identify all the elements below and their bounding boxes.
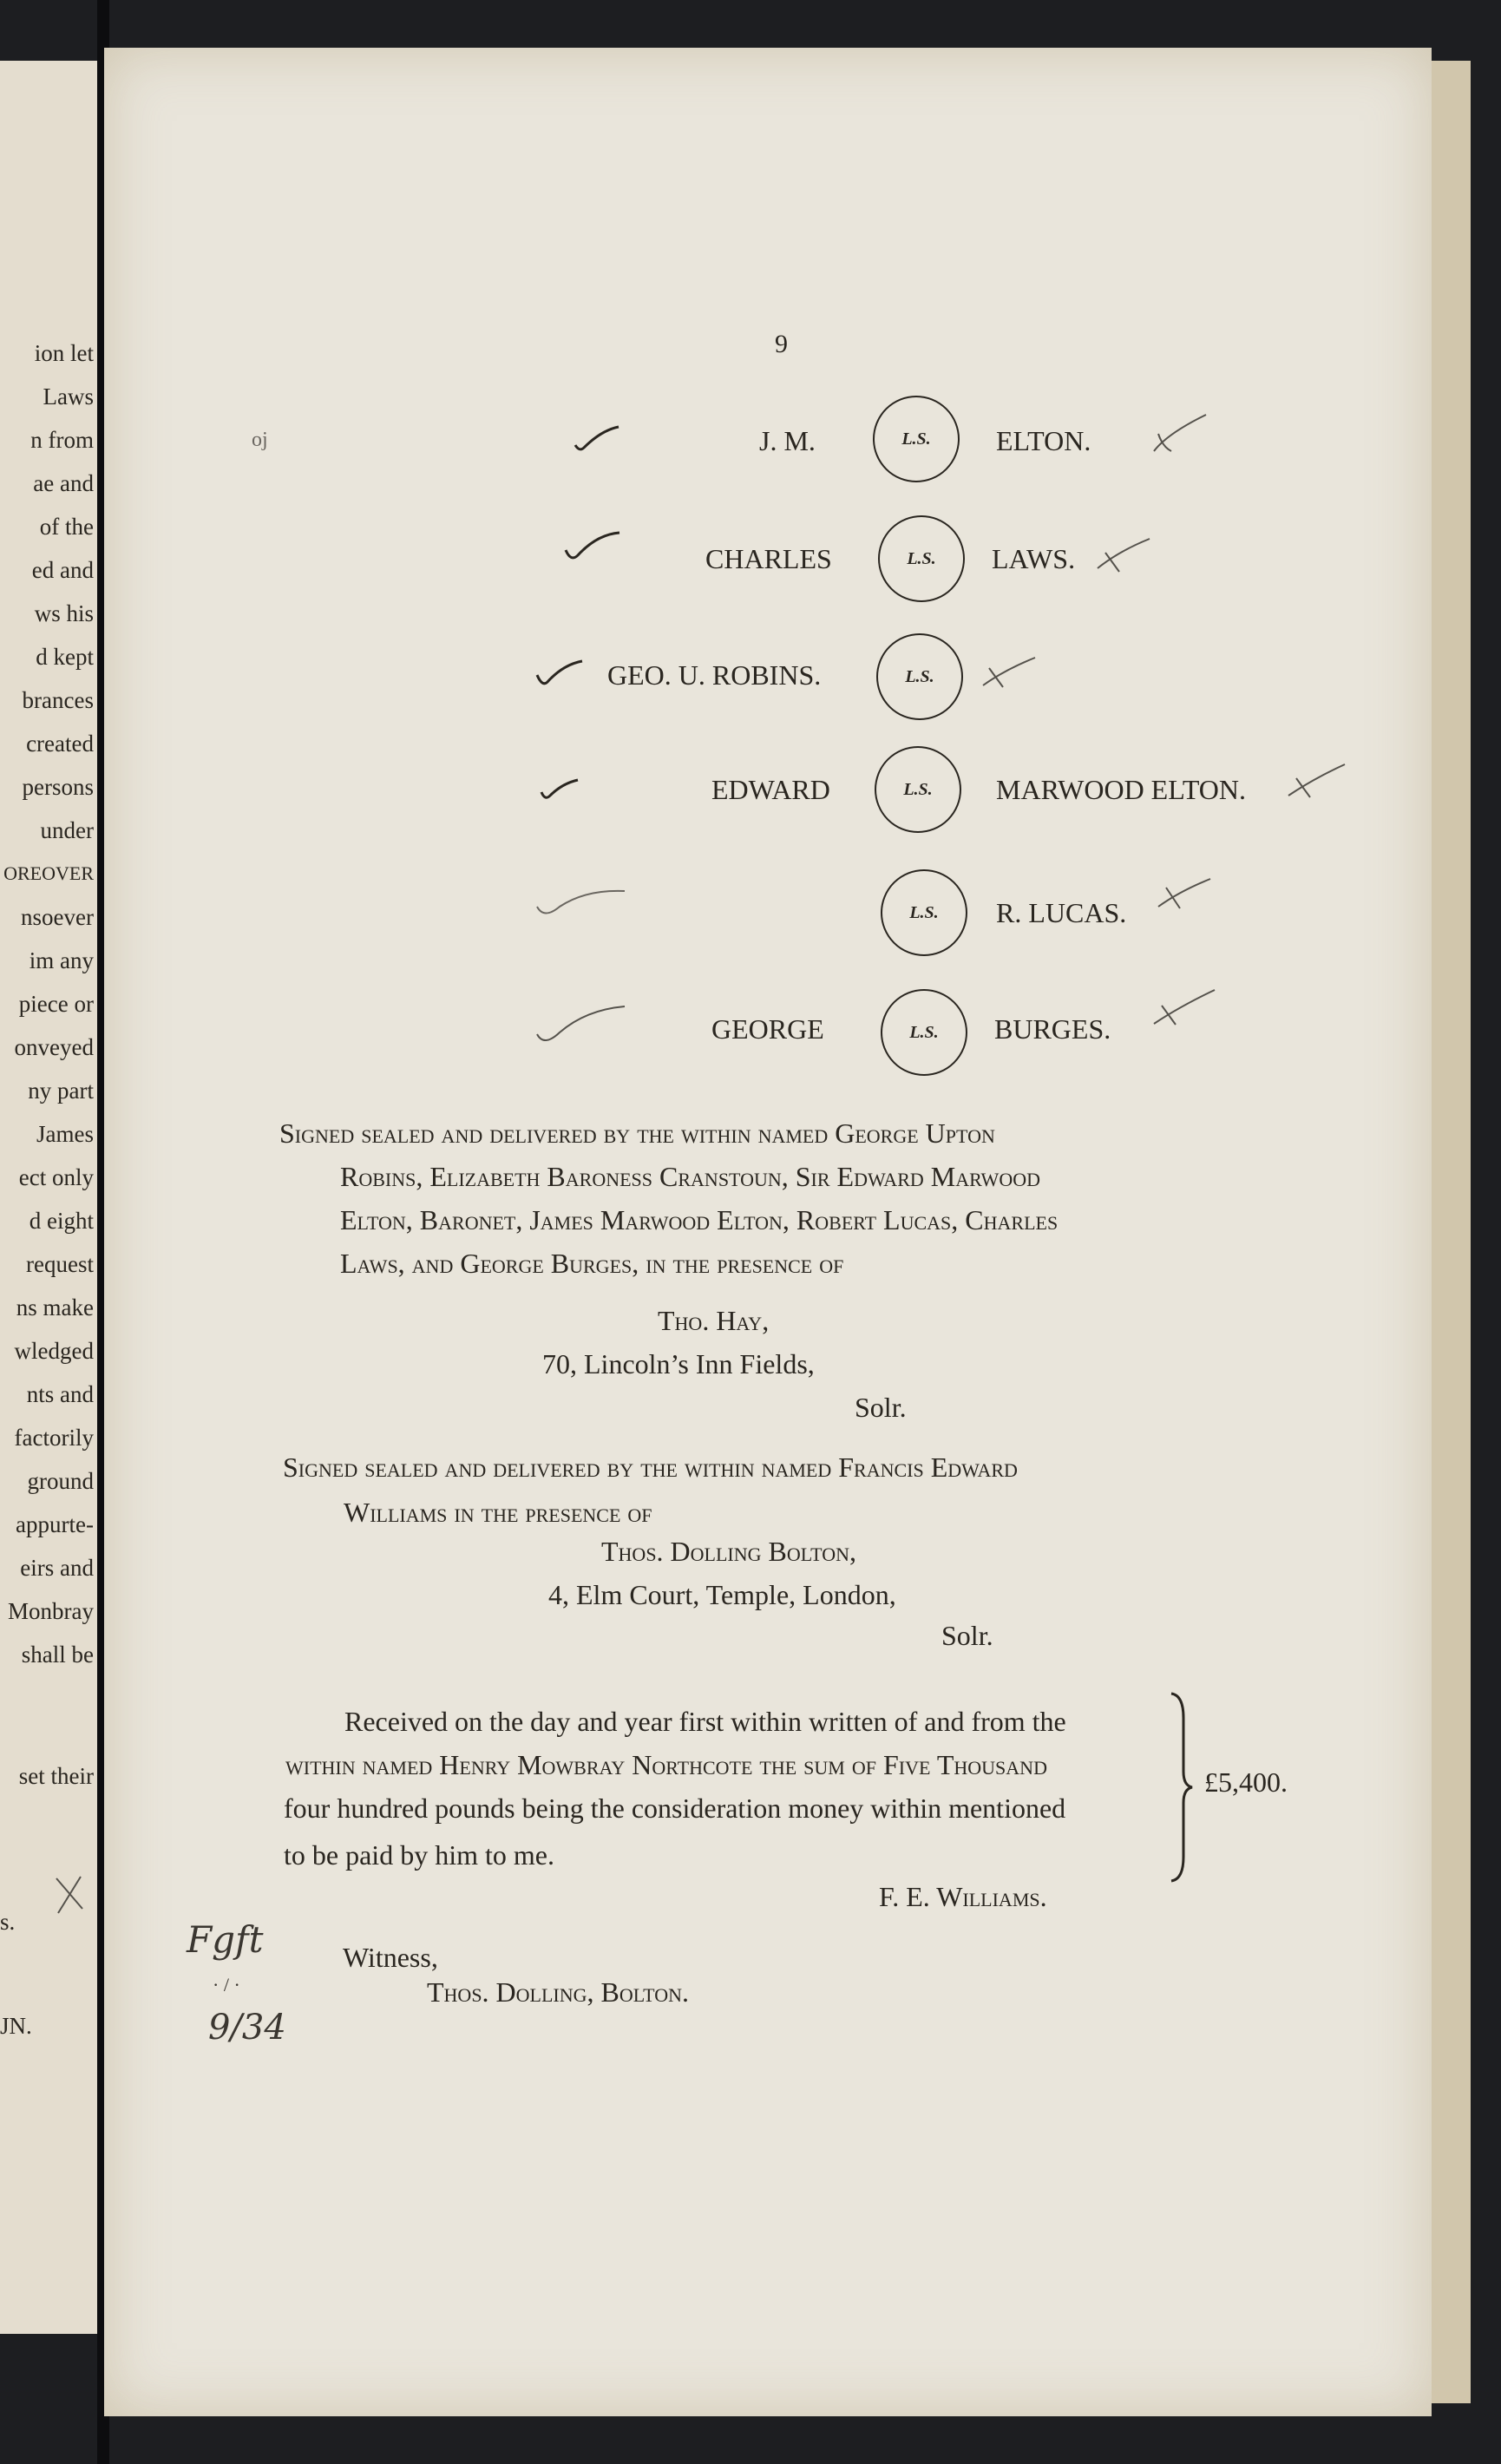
seal-label: L.S. (909, 902, 939, 922)
left-page-text: Monbray (8, 1598, 94, 1624)
left-page-text: factorily (14, 1425, 94, 1451)
left-page-text: of the (39, 514, 94, 540)
left-page-text: shall be (21, 1642, 94, 1668)
receipt-signature: F. E. Williams. (879, 1881, 1047, 1912)
left-page-text: piece or (18, 991, 94, 1017)
pencil-tick-mark (534, 881, 629, 924)
signatory-first-name: CHARLES (705, 543, 832, 574)
left-page-text: ns make (16, 1294, 94, 1320)
pencil-tick-mark (562, 528, 623, 567)
attestation-text: Signed sealed and delivered by the within named Francis Edward (283, 1452, 1018, 1483)
svg-text:Fgft: Fgft (187, 1918, 264, 1961)
receipt-text: Received on the day and year first within written of and from the (344, 1706, 1066, 1737)
signatory-surname: MARWOOD ELTON. (996, 774, 1247, 805)
svg-text:· / ·: · / · (213, 1974, 240, 1995)
seal-circle (873, 396, 960, 482)
pencil-tick-mark (534, 658, 586, 692)
witness-name: Thos. Dolling Bolton, (601, 1536, 856, 1567)
seal-label: L.S. (907, 548, 936, 568)
witness-address: 4, Elm Court, Temple, London, (548, 1579, 896, 1610)
left-page-text: ny part (28, 1078, 94, 1104)
attestation-text: Robins, Elizabeth Baroness Cranstoun, Sir Edward Marwood (340, 1161, 1040, 1192)
left-page-text: persons (22, 774, 94, 800)
left-facing-page (0, 61, 102, 2334)
witness-label: Witness, (343, 1942, 438, 1973)
handwritten-note (182, 1904, 286, 2061)
left-page-text: d kept (36, 644, 94, 670)
left-page-text: im any (29, 947, 94, 973)
pencil-tick-mark (538, 777, 581, 803)
left-page-text: request (26, 1251, 94, 1277)
left-page-text: eirs and (20, 1555, 94, 1581)
attestation-text: Signed sealed and delivered by the within named George Upton (279, 1117, 995, 1149)
left-page-text: appurte- (16, 1511, 94, 1537)
seal-circle (876, 633, 963, 720)
svg-text:9/34: 9/34 (208, 2008, 286, 2048)
seal-circle (881, 869, 967, 956)
pencil-cross-mark (979, 651, 1039, 694)
left-page-text: ae and (33, 470, 94, 496)
left-page-text: ground (27, 1468, 94, 1494)
receipt-text: to be paid by him to me. (284, 1839, 554, 1871)
pencil-cross-mark (1150, 985, 1219, 1032)
signatory-first-name: J. M. (759, 425, 816, 456)
witness-title: Solr. (855, 1392, 907, 1423)
pencil-cross-mark (1150, 408, 1210, 460)
left-page-text: OREOVER (3, 862, 94, 884)
seal-circle (875, 746, 961, 833)
attestation-text: Laws, and George Burges, in the presence of (340, 1248, 844, 1279)
witness-name: Thos. Dolling, Bolton. (427, 1976, 689, 2008)
signatory-first-name: EDWARD (711, 774, 830, 805)
pencil-tick-mark (534, 999, 629, 1052)
seal-label: L.S. (903, 779, 933, 799)
signatory-surname: R. LUCAS. (996, 897, 1127, 928)
receipt-amount: £5,400. (1204, 1766, 1288, 1798)
pencil-cross-mark (1154, 872, 1215, 915)
seal-label: L.S. (901, 429, 931, 449)
left-page-text: nts and (26, 1381, 94, 1407)
margin-note: oj (252, 429, 268, 451)
left-page-text: wledged (14, 1338, 94, 1364)
left-page-text: Laws (43, 383, 94, 410)
pencil-cross-mark (1284, 759, 1349, 803)
witness-name: Tho. Hay, (658, 1305, 770, 1336)
left-page-text: under (40, 817, 94, 843)
left-page-text: ed and (31, 557, 94, 583)
receipt-text: four hundred pounds being the consideration money within mentioned (284, 1792, 1066, 1824)
seal-circle (881, 989, 967, 1076)
pencil-cross-mark (48, 1870, 91, 1922)
left-page-text: n from (30, 427, 94, 453)
pencil-tick-mark (571, 423, 623, 458)
left-page-text: d eight (29, 1208, 94, 1234)
signatory-first-name: GEO. U. ROBINS. (607, 659, 822, 691)
pencil-cross-mark (1093, 534, 1154, 577)
left-page-text: ion let (34, 340, 94, 366)
signatory-surname: LAWS. (992, 543, 1076, 574)
attestation-text: Elton, Baronet, James Marwood Elton, Robert Lucas, Charles (340, 1204, 1059, 1235)
left-page-text: nsoever (21, 904, 94, 930)
left-page-text: created (26, 731, 94, 757)
left-page-text: brances (22, 687, 94, 713)
signatory-surname: BURGES. (994, 1013, 1111, 1045)
witness-address: 70, Lincoln’s Inn Fields, (542, 1348, 815, 1379)
receipt-text: within named Henry Mowbray Northcote the sum of Five Thousand (285, 1749, 1047, 1780)
left-page-text: ect only (18, 1164, 94, 1190)
signatory-surname: ELTON. (996, 425, 1091, 456)
seal-label: L.S. (909, 1022, 939, 1042)
seal-label: L.S. (905, 666, 934, 686)
seal-circle (878, 515, 965, 602)
left-page-text: JN. (0, 2013, 32, 2039)
left-page-text: onveyed (14, 1034, 94, 1060)
page-number: 9 (775, 330, 788, 358)
curly-brace (1168, 1692, 1194, 1883)
attestation-text: Williams in the presence of (344, 1497, 652, 1528)
signatory-first-name: GEORGE (711, 1013, 824, 1045)
left-page-text: ws his (34, 600, 94, 626)
witness-title: Solr. (941, 1620, 993, 1651)
left-page-text: s. (0, 1909, 16, 1935)
left-page-text: set their (18, 1763, 94, 1789)
left-page-text: James (36, 1121, 94, 1147)
